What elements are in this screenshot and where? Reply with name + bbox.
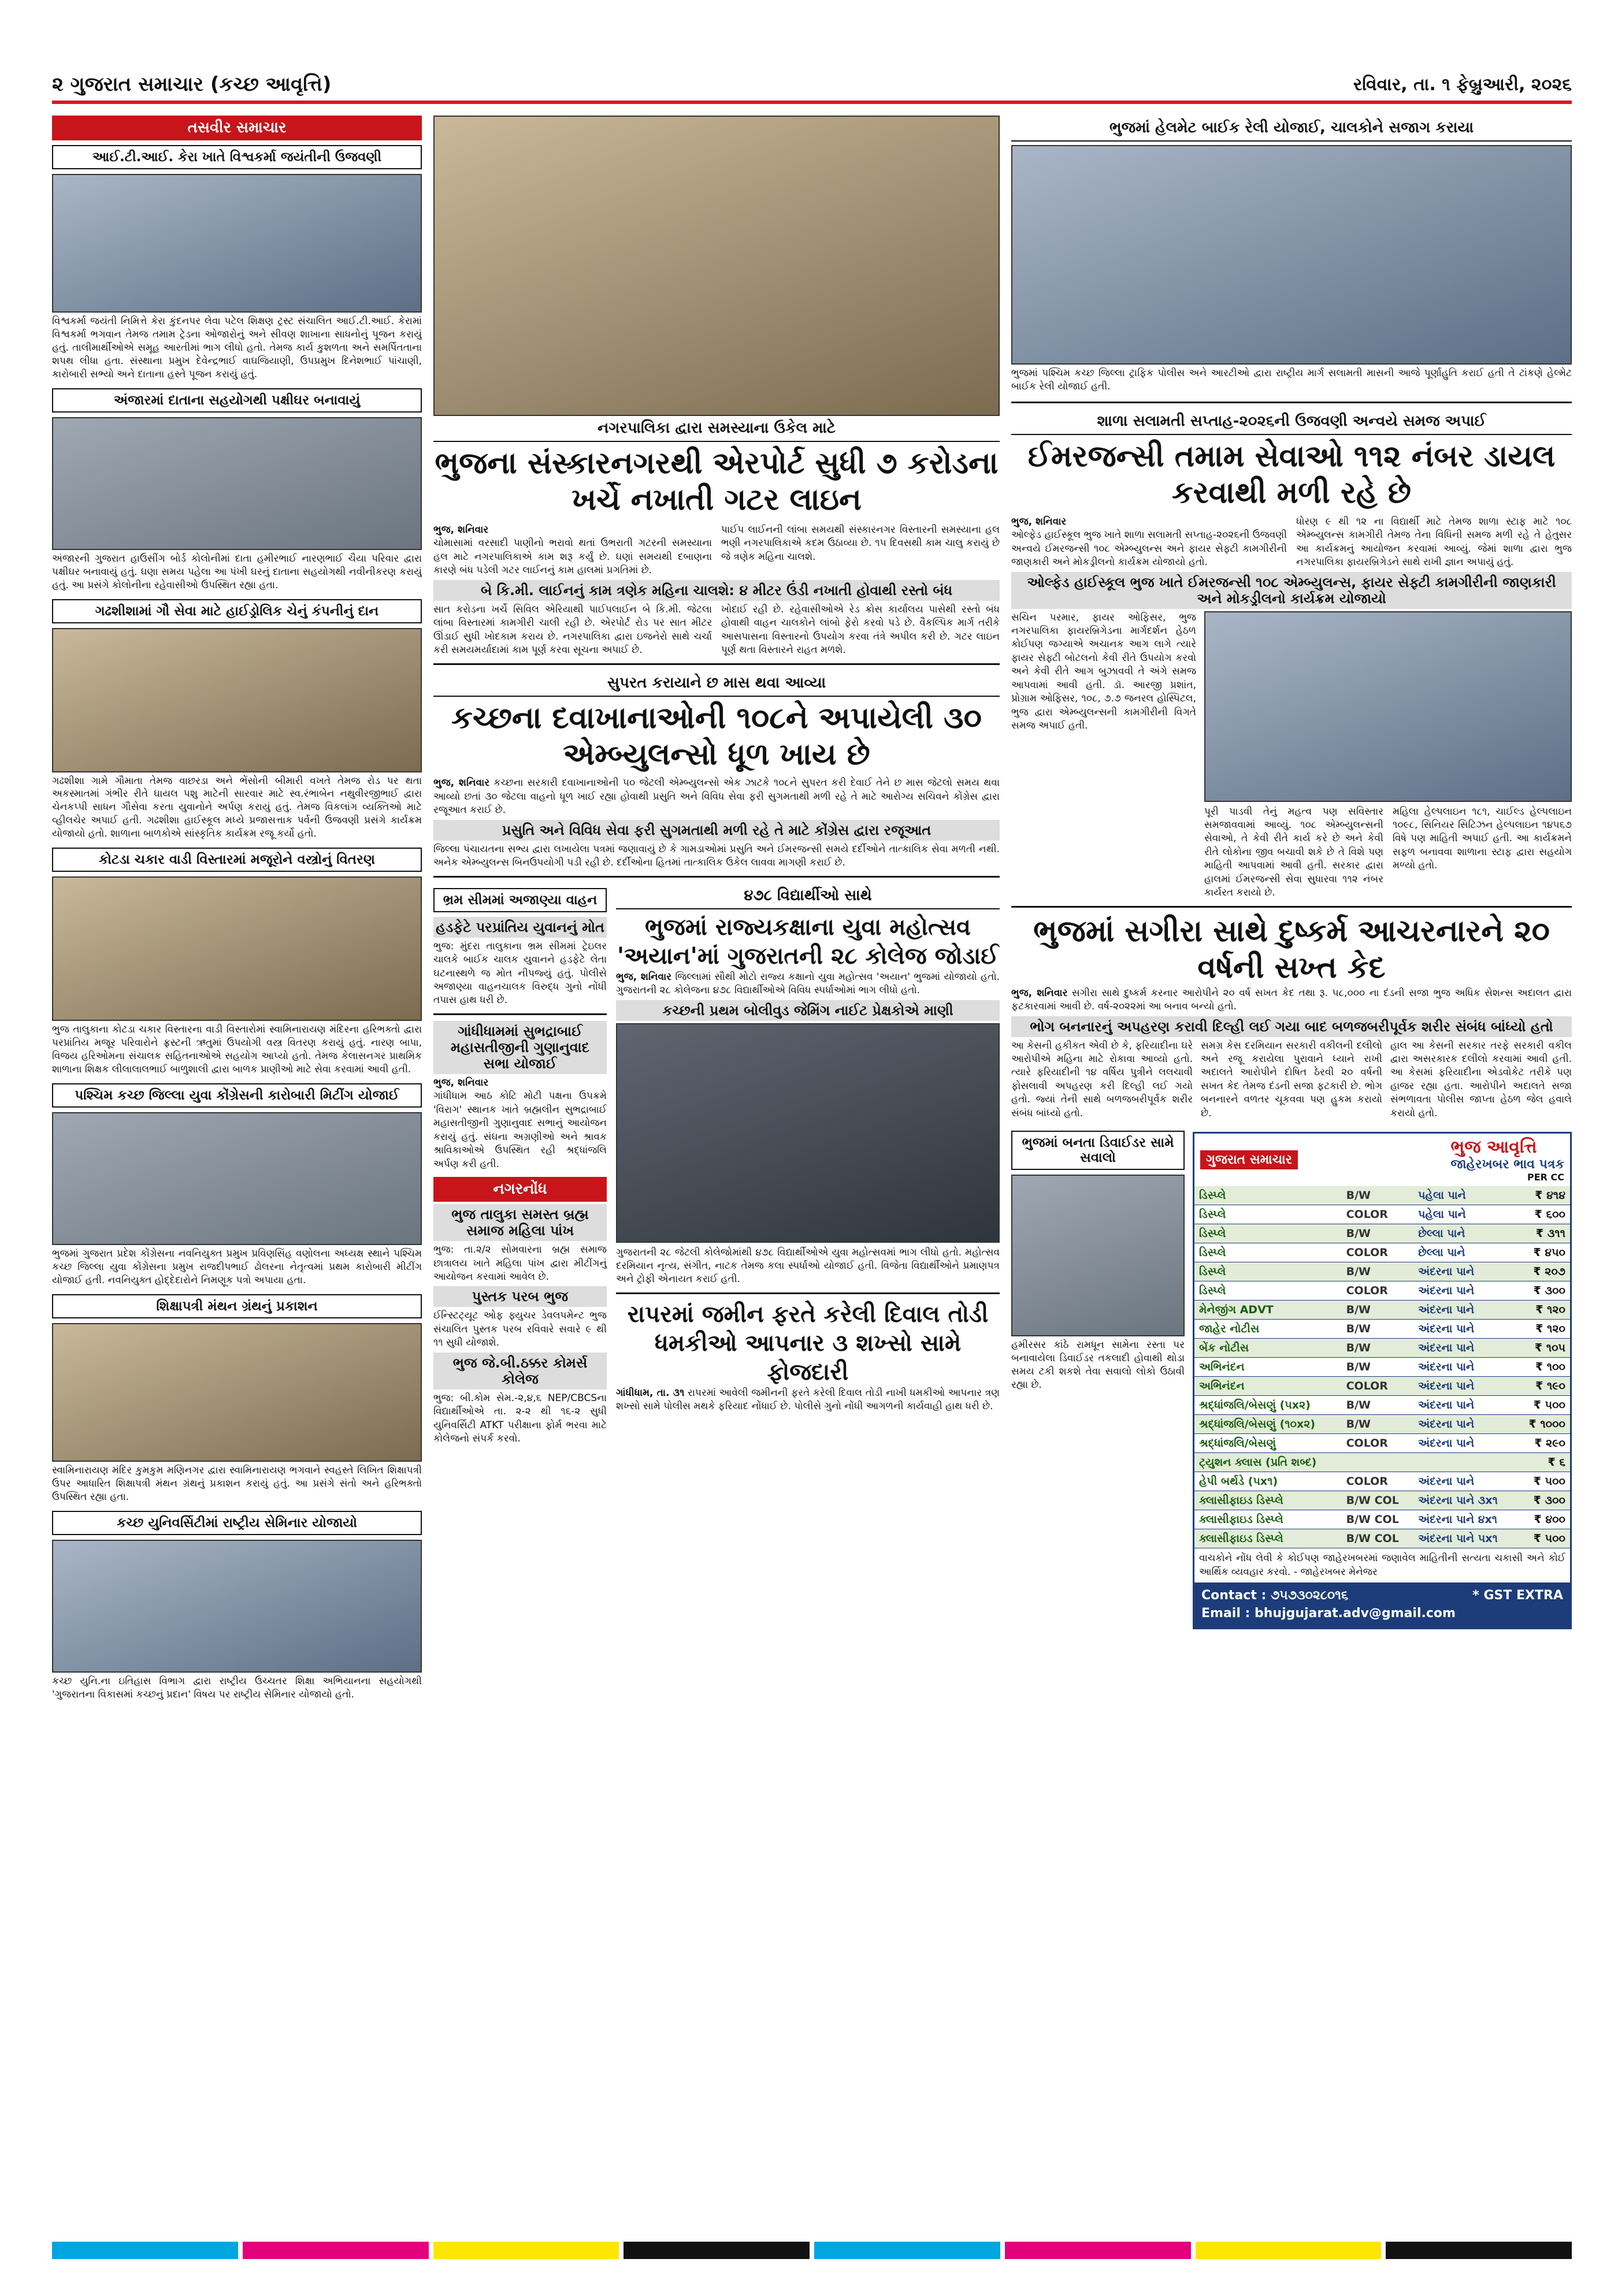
rate-page: [1413, 1453, 1517, 1472]
story-body: રાપરમાં આવેલી જમીનની ફરતે કરેલી દિવાલ તોડી નાખી ધમકીઓ આપનાર ત્રણ શખ્સો સામે પોલીસ મથકે ફરિયાદ નોંધાઈ છે. પોલીસે ગુનો નોંધી આગળની કાર્યવાહી હાથ ધરી છે.: [616, 1387, 1000, 1413]
rate-row: [1194, 1243, 1570, 1262]
story-body: ચોમાસામાં વરસાદી પાણીનો ભરાવો થતાં ઉભરાતી ગટરની સમસ્યાના હલ માટે નગરપાલિકાએ કામ શરૂ કર્યું છે. ઘણાં સમયથી દબાણના કારણે બંધ પડેલી ગટર લાઈનનું કામ હાલમાં પ્રગતિમાં છે.: [433, 537, 712, 577]
ad-rate-card: [1193, 1132, 1572, 1629]
rate-page: અંદરના પાને: [1413, 1281, 1517, 1301]
rate-type: હેપી બર્થડે (૫x૧): [1194, 1472, 1342, 1491]
rate-page: અંદરના પાને: [1413, 1320, 1517, 1339]
story-body: સમગ્ર કેસ દરમિયાન સરકારી વકીલની દલીલો અને રજૂ કરાયેલા પુરાવાને ધ્યાને રાખી અદાલતે આરોપીને દોષિત ઠેરવી ૨૦ વર્ષની સખત કેદ તેમજ દંડની સજા ફટકારી છે. ભોગ બનનારને વળતર ચૂકવવા પણ હુકમ કરાયો છે.: [1201, 1039, 1382, 1119]
rate-color: B/W: [1342, 1339, 1413, 1358]
rate-row: [1194, 1453, 1570, 1472]
ad-contact: Contact : ૭૫૭૩૦૨૮૦૧૬: [1201, 1588, 1349, 1603]
ad-contact-block: [1194, 1582, 1570, 1628]
rate-price: ₹ ૬૦૦: [1517, 1205, 1570, 1224]
rate-row: [1194, 1396, 1570, 1415]
rate-table: [1194, 1186, 1570, 1548]
story-body: આ કેસની હકીકત એવી છે કે, ફરિયાદીના ઘરે આરોપીએ મહિના માટે રોકાવા આવ્યો હતો. ત્યારે ફરિયાદીની ૧૪ વર્ષિય પુત્રીને લલચાવી ફોસલાવી અપહરણ કરી દિલ્હી લઈ ગયો હતો. જ્યાં તેની સાથે બળજબરીપૂર્વક શરીર સંબંધ બાંધ્યો હતો.: [1011, 1039, 1193, 1119]
rate-price: ₹ ૫૦૦: [1517, 1472, 1570, 1491]
photo-gau-seva: [52, 628, 422, 772]
photo-kutch-university: [52, 1540, 422, 1673]
story-body: જિલ્લામાં સૌથી મોટો રાજ્ય કક્ષાનો યુવા મહોત્સવ 'અયાન' ભુજમાં યોજાયો હતો. ગુજરાતની ૨૮ કોલેજના ૪૭૮ વિદ્યાર્થીઓએ વિવિધ સ્પર્ધાઓમાં ભાગ લીધો હતો.: [616, 971, 1000, 997]
story-body: હાલ આ કેસની સરકાર તરફે સરકારી વકીલ દ્વારા અસરકારક દલીલો કરવામાં આવી હતી. આ કેસમાં ફરિયાદીના એડવોકેટ તરીકે પણ હાજર રહ્યા હતા. આરોપીને અદાલતે સજા સંભળાવતા પોલીસ જાપ્તા હેઠળ જેલ હવાલે કરાયો હતો.: [1390, 1039, 1572, 1119]
rate-type: ક્લાસીફાઇડ ડિસ્પ્લે: [1194, 1510, 1342, 1529]
rate-page: અંદરના પાને ૪x૧: [1413, 1510, 1517, 1529]
story-body: સગીરા સાથે દુષ્કર્મ કરનાર આરોપીને ૨૦ વર્ષ સખત કેદ તથા રૂ. ૫૮,૦૦૦ ના દંડની સજા ભુજ અધિક સેશન્સ અદાલત દ્વારા ફટકારવામાં આવી છે. વર્ષ-૨૦૨૨માં આ બનાવ બન્યો હતો.: [1011, 987, 1572, 1013]
rate-row: [1194, 1491, 1570, 1510]
header-date: રવિવાર, તા. ૧ ફેબ્રુઆરી, ૨૦૨૬: [1353, 74, 1572, 95]
item-title: કચ્છ યુનિવર્સિટીમાં રાષ્ટ્રીય સેમિનાર યોજાયો: [52, 1511, 422, 1535]
rate-color: B/W: [1342, 1415, 1413, 1434]
rate-type: ક્લાસીફાઇડ ડિસ્પ્લે: [1194, 1529, 1342, 1548]
rate-color: COLOR: [1342, 1434, 1413, 1453]
rate-page: અંદરના પાને ૩x૧: [1413, 1491, 1517, 1510]
story-subhead: ભોગ બનનારનું અપહરણ કરાવી દિલ્હી લઈ ગયા બાદ બળજબરીપૂર્વક શરીર સંબંધ બાંધ્યો હતો: [1011, 1016, 1572, 1037]
story-subhead: ઓલ્ફેડ હાઈસ્કૂલ ભુજ ખાતે ઈમરજન્સી ૧૦૮ એમ્બ્યુલન્સ, ફાયર સેફ્ટી કામગીરીની જાણકારી અને મોકડ્રીલનો કાર્યક્રમ યોજાયો: [1011, 572, 1572, 609]
rate-page: અંદરના પાને: [1413, 1396, 1517, 1415]
story-body: પાઈપ લાઈનની લાંબા સમયથી સંસ્કારનગર વિસ્તારની સમસ્યાના હલ ભણી નગરપાલિકાએ કદમ ઉઠાવ્યા છે. ૧૫ દિવસથી કામ ચાલુ કરાયું છે જે ત્રણેક મહિના ચાલશે.: [721, 523, 1000, 563]
rate-type: ડિસ્પ્લે: [1194, 1243, 1342, 1262]
photo-youth-festival: [616, 1023, 1000, 1243]
rate-price: ₹ ૧૨૦: [1517, 1301, 1570, 1320]
item-title: પશ્ચિમ કચ્છ જિલ્લા યુવા કોંગ્રેસની કારોબારી મિટીંગ યોજાઈ: [52, 1083, 422, 1108]
rate-type: શ્રદ્ધાંજલિ/બેસણું: [1194, 1434, 1342, 1453]
rate-row: [1194, 1434, 1570, 1453]
photo-congress-meeting: [52, 1112, 422, 1245]
rate-type: ડિસ્પ્લે: [1194, 1205, 1342, 1224]
rate-color: COLOR: [1342, 1205, 1413, 1224]
story-subhead: બે કિ.મી. લાઈનનું કામ ત્રણેક મહિના ચાલશે: ૪ મીટર ઉંડી નખાતી હોવાથી રસ્તો બંધ: [433, 580, 1000, 601]
rate-type: મેનેજીંગ ADVT: [1194, 1301, 1342, 1320]
swatch-black: [624, 2242, 810, 2259]
story-body: સચિન પરમાર, ફાયર ઓફિસર, ભુજ નગરપાલિકા ફાયરબ્રિગેડના માર્ગદર્શન હેઠળ કોઈપણ જગ્યાએ અચાનક આગ લાગે ત્યારે ફાયર સેફ્ટી બોટલનો કેવી રીતે ઉપયોગ કરવો અને કેવી રીતે આગ બુઝાવવી તે અંગે સમજ આપવામાં આવી હતી. ડૉ. આરજી પ્રશાંત, પ્રોગ્રામ ઓફિસર, ૧૦૮, ૭.૭ જનરલ હોસ્પિટલ, ભુજ દ્વારા એમ્બ્યુલન્સની કામગીરીની વિગતે સમજ અપાઈ હતી.: [1011, 611, 1196, 732]
brief-subtitle: હડફેટે પરપ્રાંતિય યુવાનનું મોત: [433, 917, 607, 938]
header-left: ૨ ગુજરાત સમાચાર (કચ્છ આવૃત્તિ): [52, 73, 332, 96]
rate-type: અભિનંદન: [1194, 1377, 1342, 1396]
rate-type: ડિસ્પ્લે: [1194, 1186, 1342, 1205]
photo-gutter-excavation: [433, 116, 1000, 416]
rate-page: અંદરના પાને: [1413, 1262, 1517, 1281]
story-body: ઓલ્ફેડ હાઈસ્કૂલ ભુજ ખાતે શાળા સલામતી સપ્તાહ-૨૦૨૬ની ઉજવણી અન્વયે ઈમરજન્સી ૧૦૮ એમ્બ્યુલન્સ અને ફાયર સેફ્ટી કામગીરીની જાણકારી અને મોકડ્રીલનો કાર્યક્રમ યોજાયો હતો.: [1011, 529, 1287, 569]
item-caption: ભુજમાં ગુજરાત પ્રદેશ કોંગ્રેસના નવનિયુક્ત પ્રમુખ પ્રવિણસિંહ વણોલના અધ્યક્ષ સ્થાને પશ્ચિમ કચ્છ જિલ્લા યુવા કોંગ્રેસના પ્રમુખ રાજદીપભાઈ ઢોલરના નેતૃત્વમાં પ્રથમ કારોબારી મીટીંગ યોજાઈ હતી. નવનિયુક્ત હોદ્દેદારોને નિમણૂક પત્રો અપાયા હતા.: [52, 1247, 422, 1286]
headline-gutter: ભુજના સંસ્કારનગરથી એરપોર્ટ સુધી ૭ કરોડના ખર્ચે નખાતી ગટર લાઇન: [435, 446, 999, 518]
rate-row: [1194, 1415, 1570, 1434]
ad-per-unit: PER CC: [1527, 1172, 1564, 1183]
rate-color: B/W COL: [1342, 1491, 1413, 1510]
rate-row: [1194, 1320, 1570, 1339]
section-title: તસવીર સમાચાર: [52, 116, 422, 140]
headline-ambulance: કચ્છના દવાખાનાઓની ૧૦૮ને અપાયેલી ૩૦ એમ્બ્યુલન્સો ધૂળ ખાય છે: [451, 700, 982, 772]
story-body: ખોદાઈ રહી છે. રહેવાસીઓએ રેડ ક્રોસ કાર્યાલય પાસેથી રસ્તો બંધ હોવાથી વાહન ચાલકોને લાંબો ફેરો કરવો પડે છે. વૈકલ્પિક માર્ગ તરીકે આસપાસના વિસ્તારનો ઉપયોગ કરવા તંત્રે અપીલ કરી છે. ગટર લાઇન પૂર્ણ થતા વિસ્તારને રાહત મળશે.: [721, 603, 1000, 656]
rate-row: [1194, 1377, 1570, 1396]
rate-color: B/W: [1342, 1301, 1413, 1320]
story-kicker: ૪૭૮ વિદ્યાર્થીઓ સાથે: [616, 883, 1000, 909]
swatch-magenta: [1005, 2242, 1191, 2259]
photo-caption: ભુજમાં પશ્ચિમ કચ્છ જિલ્લા ટ્રાફિક પોલીસ અને આરટીઓ દ્વારા રાષ્ટ્રીય માર્ગ સલામતી માસની આજે પૂર્ણાહુતિ કરાઈ હતી તે ટાંકણે હેલ્મેટ બાઈક રેલી યોજાઈ હતી.: [1011, 367, 1572, 392]
newspaper-logo: ગુજરાત સમાચાર: [1200, 1150, 1298, 1169]
rate-color: COLOR: [1342, 1243, 1413, 1262]
rate-type: ડિસ્પ્લે: [1194, 1262, 1342, 1281]
rate-type: ડિસ્પ્લે: [1194, 1224, 1342, 1243]
rate-row: [1194, 1281, 1570, 1301]
headline-youth-festival: ભુજમાં રાજ્યકક્ષાના યુવા મહોત્સવ 'અયાન'માં ગુજરાતની ૨૮ કોલેજ જોડાઈ: [617, 913, 999, 969]
notice-title: ભુજ જે.બી.ઠક્કર કોમર્સ કોલેજ: [433, 1353, 607, 1390]
rate-price: ₹ ૩૦૦: [1517, 1281, 1570, 1301]
ad-email: Email : bhujgujarat.adv@gmail.com: [1201, 1606, 1456, 1621]
rate-color: B/W: [1342, 1358, 1413, 1377]
headline-emergency-112: ઈમરજન્સી તમામ સેવાઓ ૧૧૨ નંબર ડાયલ કરવાથી મળી રહે છે: [1027, 439, 1556, 511]
rate-type: અભિનંદન: [1194, 1358, 1342, 1377]
rate-page: છેલ્લા પાને: [1413, 1224, 1517, 1243]
rate-price: ₹ ૩૦૦: [1517, 1491, 1570, 1510]
photo-helmet-rally: [1011, 145, 1572, 365]
rate-row: [1194, 1529, 1570, 1548]
rate-page: અંદરના પાને ૫x૧: [1413, 1529, 1517, 1548]
rate-row: [1194, 1339, 1570, 1358]
rate-type: ક્લાસીફાઇડ ડિસ્પ્લે: [1194, 1491, 1342, 1510]
story-subhead: કચ્છની પ્રથમ બોલીવુડ જેમિંગ નાઈટ પ્રેક્ષકોએ માણી: [616, 1000, 1000, 1021]
dateline: ભુજ, શનિવાર: [433, 777, 490, 789]
notice-title: પુસ્તક પરબ ભુજ: [433, 1286, 607, 1307]
swatch-yellow: [1196, 2242, 1382, 2259]
rate-price: ₹ ૨૦૭: [1517, 1262, 1570, 1281]
photo-iti-kera: [52, 174, 422, 313]
rate-color: COLOR: [1342, 1281, 1413, 1301]
ad-gst: * GST EXTRA: [1472, 1588, 1563, 1603]
dateline: ભુજ, શનિવાર: [1011, 515, 1067, 527]
swatch-black: [1386, 2242, 1572, 2259]
photo-shikshapatri: [52, 1323, 422, 1462]
rate-price: ₹ ૩૧૧: [1517, 1224, 1570, 1243]
rate-page: છેલ્લા પાને: [1413, 1243, 1517, 1262]
rate-type: શ્રદ્ધાંજલિ/બેસણું (૧૦x૨): [1194, 1415, 1342, 1434]
notice-title: ભુજ તાલુકા સમસ્ત બ્રહ્મ સમાજ મહિલા પાંખ: [433, 1204, 607, 1241]
rate-color: B/W COL: [1342, 1529, 1413, 1548]
story-body: કચ્છના સરકારી દવાખાનાઓની ૫૦ જેટલી એમ્બ્યુલન્સો એક ઝાટકે ૧૦૮ને સુપરત કરી દેવાઈ તેને છ માસ જેટલો સમય થવા આવ્યો છતાં ૩૦ જેટલા વાહનો ધૂળ ખાઈ રહ્યા હોવાથી પ્રસુતિ અને વિવિધ સેવા ફરી સુગમતાથી મળી રહે તે માટે આરોગ્ય સચિવને કોંગ્રેસ દ્વારા રજૂઆત કરાઈ છે.: [433, 777, 1000, 816]
brief-body: ભુજ: મુંદરા તાલુકાના ભ્રમ સીમમાં ટ્રેઇલર ચાલકે બાઈક ચાલક યુવાનને હડફેટે લેતા ઘટનાસ્થળે જ મોત નીપજ્યું હતું. પોલીસે અજાણ્યા વાહનચાલક વિરુદ્ધ ગુનો નોંધી તપાસ હાથ ધરી છે.: [433, 940, 607, 1006]
brief-title: ભ્રમ સીમમાં અજાણ્યા વાહન: [433, 888, 607, 912]
headline-court-verdict: ભુજમાં સગીરા સાથે દુષ્કર્મ આચરનારને ૨૦ વર્ષની સખ્ત કેદ: [1033, 913, 1550, 986]
dateline: ભુજ, શનિવાર: [616, 971, 672, 983]
rate-color: COLOR: [1342, 1472, 1413, 1491]
photo-school-safety: [1204, 611, 1572, 802]
photo-divider: [1011, 1175, 1185, 1336]
rate-price: ₹ ૪૧૪: [1517, 1186, 1570, 1205]
ad-edition: ભુજ આવૃત્તિ: [1450, 1137, 1537, 1158]
rate-price: ₹ ૫૦૦: [1517, 1529, 1570, 1548]
rate-price: ₹ ૪૦૦: [1517, 1510, 1570, 1529]
page-header: [52, 68, 1572, 104]
rate-page: અંદરના પાને: [1413, 1472, 1517, 1491]
item-caption: અંજારની ગુજરાત હાઉસીંગ બોર્ડ કોલોનીમાં દાતા હમીરભાઈ નારણભાઈ ચૈયા પરિવાર દ્વારા પક્ષીઘર બનાવાયું હતું. ઘણા સમય પહેલા આ પંખી ઘરનું દાતાના સહયોગથી નવીનીકરણ કરાયું હતું. આ પ્રસંગે કોલોનીના રહેવાસીઓ ઉપસ્થિત રહ્યા હતા.: [52, 552, 422, 591]
rate-price: ₹ ૧૨૦: [1517, 1320, 1570, 1339]
rate-color: [1342, 1453, 1413, 1472]
rate-row: [1194, 1186, 1570, 1205]
rate-color: B/W: [1342, 1262, 1413, 1281]
item-title: શિક્ષાપત્રી મંથન ગ્રંથનું પ્રકાશન: [52, 1294, 422, 1318]
rate-price: ₹ ૫૦૦: [1517, 1396, 1570, 1415]
item-caption: વિશ્વકર્મા જયંતી નિમિત્તે કેરા કુંદનપર લેવા પટેલ શિક્ષણ ટ્રસ્ટ સંચાલિત આઈ.ટી.આઈ. કેરામાં વિશ્વકર્મા ભગવાન તેમજ તમામ ટ્રેડના ઓજારોનું અને સીવણ શાખાના સાધનોનું પૂજન કરાયું હતું. તાલીમાર્થીઓએ સમૂહ આરતીમાં ભાગ લીધો હતો. તેમજ કાર્ય કુશળતા અને સમર્પિતતાના શપથ લીધા હતા. સંસ્થાના પ્રમુખ દેવેન્દ્રભાઈ વાઘજિયાણી, ઉપપ્રમુખ દિનેશભાઈ પાંચાણી, કારોબારી સભ્યો અને દાતાના હસ્તે પૂજન કરાયું હતું.: [52, 315, 422, 380]
item-title: અંજારમાં દાતાના સહયોગથી પક્ષીઘર બનાવાયું: [52, 388, 422, 413]
rate-page: અંદરના પાને: [1413, 1301, 1517, 1320]
swatch-magenta: [243, 2242, 429, 2259]
story-kicker: નગરપાલિકા દ્વારા સમસ્યાના ઉકેલ માટે: [433, 416, 1000, 442]
dateline: ભુજ, શનિવાર: [433, 523, 489, 536]
rate-type: ટ્યુશન ક્લાસ (પ્રતિ શબ્દ): [1194, 1453, 1342, 1472]
rate-row: [1194, 1358, 1570, 1377]
dateline: ભુજ, શનિવાર: [1011, 987, 1068, 999]
story-kicker: સુપરત કરાયાને છ માસ થવા આવ્યા: [433, 671, 1000, 697]
item-caption: ગઢશીશા ગામે ગૌમાતા તેમજ વાછરડા અને ભેંસોની બીમારી વખતે તેમજ રોડ પર થતા અકસ્માતમાં ગંભીર રીતે ઘાયલ પશુ માટેની સારવાર માટે સ્વ.રંભાબેન નથુવીરજીભાઈ દ્વારા ચેનકપ્પી સાધન ગૌસેવા કરતા યુવાનોને અર્પણ કરાયું હતું. તેમજ વિકલાંગ વ્યક્તિઓ માટે વ્હીલચેર અપાઈ હતી. ગઢશીશા હાઈસ્કૂલ મધ્યે પ્રજાસત્તાક પર્વની ઉજવણી પ્રસંગે કાર્યક્રમ યોજાયો હતો. શાળાના બાળકોએ સાંસ્કૃતિક કાર્યક્રમ રજૂ કર્યો હતો.: [52, 775, 422, 840]
rate-page: પહેલા પાને: [1413, 1186, 1517, 1205]
rate-price: ₹ ૧૦૫: [1517, 1339, 1570, 1358]
story-title: ભુજમાં હેલમેટ બાઈક રેલી યોજાઈ, ચાલકોને સજાગ કરાયા: [1011, 116, 1572, 142]
nagarnondh-title: નગરનોંધ: [433, 1177, 607, 1202]
rate-color: B/W: [1342, 1186, 1413, 1205]
dateline: ભુજ, શનિવાર: [433, 1076, 489, 1088]
item-caption: ભુજ તાલુકાના કોટડા ચકાર વિસ્તારના વાડી વિસ્તારોમાં સ્વામિનારાયણ મંદિરના હરિભક્તો દ્વારા પરપ્રાંતિય મજૂર પરિવારોને ફ્રસ્ટની ઋતુમાં ઉપયોગી વસ્ત્ર વિતરણ કરાયું હતું. નારણ બાપા, વિજય હરિઓમના સંચાલક સહિતનાઓએ સહયોગ આપ્યો હતો. તેમજ કેલાસનગર પ્રાથમિક શાળાના શિક્ષક લીલાલાલભાઈ બાળુશાલી દ્વારા બાળક પ્રાણીઓ માટે સેવા કરવામાં આવી હતી.: [52, 1024, 422, 1075]
item-caption: કચ્છ યુનિ.ના ઇતિહાસ વિભાગ દ્વારા રાષ્ટ્રીય ઉચ્ચતર શિક્ષા અભિયાનના સહયોગથી 'ગુજરાતના વિકાસમાં કચ્છનું પ્રદાન' વિષય પર રાષ્ટ્રીય સેમિનાર યોજાયો હતો.: [52, 1675, 422, 1700]
dateline: ગાંધીધામ, તા. ૩૧: [616, 1387, 685, 1399]
brief-title: ગાંધીધામમાં સુભદ્રાબાઈ મહાસતીજીની ગુણાનુવાદ સભા યોજાઈ: [433, 1021, 607, 1074]
rate-price: ₹ ૪૫૦: [1517, 1243, 1570, 1262]
column-photo-news: [52, 116, 422, 2236]
item-caption: સ્વામિનારાયણ મંદિર કુમકુમ મણિનગર દ્વારા સ્વામિનારાયણ ભગવાને સ્વહસ્તે લિખિત શિક્ષાપત્રી ઉપર આધારિત શિક્ષાપત્રી મંથન ગ્રંથનું પ્રકાશન કરાયું હતું. આ પ્રસંગે સંતો અને હરિભક્તો ઉપસ્થિત રહ્યા હતા.: [52, 1464, 422, 1503]
rate-page: અંદરના પાને: [1413, 1415, 1517, 1434]
photo-kotda-chakar: [52, 876, 422, 1021]
rate-color: B/W COL: [1342, 1510, 1413, 1529]
rate-row: [1194, 1510, 1570, 1529]
rate-type: શ્રદ્ધાંજલિ/બેસણું (૫x૨): [1194, 1396, 1342, 1415]
rate-price: ₹ ૧૦૦: [1517, 1358, 1570, 1377]
photo-title: ભુજમાં બનતા ડિવાઈડર સામે સવાલો: [1011, 1131, 1185, 1170]
swatch-cyan: [52, 2242, 238, 2259]
headline-rapar: રાપરમાં જમીન ફરતે કરેલી દિવાલ તોડી ધમકીઓ આપનાર ૩ શખ્સો સામે ફોજદારી: [627, 1301, 989, 1385]
swatch-yellow: [433, 2242, 619, 2259]
ad-note: વાચકોને નોંધ લેવી કે કોઈપણ જાહેરખબરમાં જણાવેલ માહિતીની સત્યતા ચકાસી અને કોઈ આર્થિક વ્યવહાર કરવો. - જાહેરખબર મેનેજર: [1199, 1552, 1565, 1578]
rate-type: બેંક નોટીસ: [1194, 1339, 1342, 1358]
notice-body: ભુજ: તા.૨/૨ સોમવારના બ્રહ્મ સમાજ છાત્રાલય ખાતે મહિલા પાંખ દ્વારા મીટીંગનું આયોજન કરવામાં આવેલ છે.: [433, 1244, 607, 1283]
rate-type: જાહેર નોટીસ: [1194, 1320, 1342, 1339]
story-body: ધોરણ ૯ થી ૧૨ ના વિદ્યાર્થી માટે તેમજ શાળા સ્ટાફ માટે ૧૦૮ એમ્બ્યુલન્સ કામગીરી તેમજ તેના વિધિની સમજ મળી રહે તે હેતુસર આ કાર્યક્રમનું આયોજન કરવામાં આવ્યું. જેમાં શાળા દ્વારા ભુજ નગરપાલિકા ફાયરબ્રિગેડને સાથે રાખી જ્ઞાન અપાયું હતું.: [1296, 515, 1572, 569]
rate-price: ₹ ૬: [1517, 1453, 1570, 1472]
photo-caption: હમીરસર કાંઠે રામધૂન સામેના રસ્તા પર બનાવાયેલા ડિવાઈડર તકલાદી હોવાથી થોડા સમય ટકી શકશે તેવા સવાલો લોકો ઉઠાવી રહ્યા છે.: [1011, 1339, 1185, 1391]
story-body: સાત કરોડના ખર્ચે સિવિલ એરિયાથી પાઈપલાઈન બે કિ.મી. જેટલા લાંબા વિસ્તારમાં કામગીરી ચાલી રહી છે. એરપોર્ટ રોડ પર સાત મીટર ઊંડાઈ સુધી ખોદકામ કરાય છે. નગરપાલિકા દ્વારા ઇજનેરો સાથે ચર્ચા કરી સમયમર્યાદામાં કામ પૂર્ણ કરવા સૂચના અપાઈ છે.: [433, 603, 712, 656]
rate-color: COLOR: [1342, 1377, 1413, 1396]
rate-page: અંદરના પાને: [1413, 1377, 1517, 1396]
swatch-cyan: [814, 2242, 1000, 2259]
rate-row: [1194, 1262, 1570, 1281]
rate-price: ₹ ૧૯૦: [1517, 1377, 1570, 1396]
rate-color: B/W: [1342, 1224, 1413, 1243]
rate-type: ડિસ્પ્લે: [1194, 1281, 1342, 1301]
story-body: મહિલા હેલ્પલાઇન ૧૮૧, ચાઈલ્ડ હેલ્પલાઇન ૧૦૯૮, સિનિયર સિટિઝન હેલ્પલાઇન ૧૪૫૬૭ વિષે પણ માહિતી અપાઈ હતી. આ કાર્યક્રમને સફળ બનાવવા શાળાના સ્ટાફ દ્વારા સહયોગ મળ્યો હતો.: [1393, 805, 1572, 872]
item-title: આઈ.ટી.આઈ. કેરા ખાતે વિશ્વકર્મા જયંતીની ઉજવણી: [52, 145, 422, 169]
rate-color: B/W: [1342, 1320, 1413, 1339]
story-body: ગુજરાતની ૨૮ જેટલી કોલેજોમાંથી ૪૭૮ વિદ્યાર્થીઓએ યુવા મહોત્સવમાં ભાગ લીધો હતો. મહોત્સવ દરમિયાન નૃત્ય, સંગીત, નાટક તેમજ કલા સ્પર્ધાઓ યોજાઈ હતી. વિજેતા વિદ્યાર્થીઓને પ્રમાણપત્ર અને ટ્રોફી એનાયત કરાઈ હતી.: [616, 1246, 1000, 1286]
story-subhead: પ્રસુતિ અને વિવિધ સેવા ફરી સુગમતાથી મળી રહે તે માટે કોંગ્રેસ દ્વારા રજૂઆત: [433, 820, 1000, 841]
story-body: પૂરી પાડવી તેનું મહત્વ પણ સવિસ્તાર સમજાવવામાં આવ્યું. ૧૦૮ એમ્બ્યુલન્સની સેવાઓ, તે કેવી રીતે કાર્ય કરે છે અને કેવી રીતે લોકોના જીવ બચાવી શકે છે તે વિશે પણ માહિતી આપવામાં આવી હતી. સરકાર દ્વારા હાલમાં ઈમરજન્સી સેવા સુધારવા ૧૧૨ નંબર કાર્યરત કરાયો છે.: [1204, 805, 1383, 899]
column-right: [1011, 116, 1572, 2236]
color-registration-bar: [52, 2242, 1572, 2265]
notice-body: ભુજ: બી.કોમ સેમ.-૨,૪,૬ NEP/CBCSના વિદ્યાર્થીઓએ તા. ૨-૨ થી ૧૬-૨ સુધી યુનિવર્સિટી ATKT પરીક્ષાના ફોર્મ ભરવા માટે કોલેજનો સંપર્ક કરવો.: [433, 1392, 607, 1445]
rate-page: અંદરના પાને: [1413, 1339, 1517, 1358]
rate-color: B/W: [1342, 1396, 1413, 1415]
rate-row: [1194, 1205, 1570, 1224]
item-title: ગઢશીશામાં ગૌ સેવા માટે હાઈડ્રોલિક ચેનું કંપનીનું દાન: [52, 599, 422, 623]
rate-row: [1194, 1301, 1570, 1320]
ad-subtitle: જાહેરખબર ભાવ પત્રક: [1450, 1157, 1564, 1172]
rate-page: અંદરના પાને: [1413, 1358, 1517, 1377]
column-main-news: [433, 116, 1000, 2236]
rate-price: ₹ ૨૯૦: [1517, 1434, 1570, 1453]
photo-pakshighar: [52, 417, 422, 550]
notice-body: ઈન્સ્ટિટ્યૂટ ઓફ ફ્યુચર ડેવલપમેન્ટ ભુજ સંચાલિત પુસ્તક પરબ રવિવારે સવારે ૯ થી ૧૧ સુધી યોજાશે.: [433, 1310, 607, 1349]
rate-page: અંદરના પાને: [1413, 1434, 1517, 1453]
rate-row: [1194, 1472, 1570, 1491]
brief-body: ગાંધીધામ આઠ કોટિ મોટી પક્ષના ઉપક્રમે 'વિરાગ' સ્થાનક ખાતે બ્રહ્મલીન સુભદ્રાબાઈ મહાસતીજીની ગુણાનુવાદ સભાનું આયોજન કરાયું હતું. સંઘના અગ્રણીઓ અને શ્રાવક શ્રાવિકાઓએ ઉપસ્થિત રહી શ્રદ્ધાંજલિ અર્પણ કરી હતી.: [433, 1090, 607, 1170]
rate-row: [1194, 1224, 1570, 1243]
rate-page: પહેલા પાને: [1413, 1205, 1517, 1224]
rate-price: ₹ ૧૦૦૦: [1517, 1415, 1570, 1434]
story-kicker: શાળા સલામતી સપ્તાહ-૨૦૨૬ની ઉજવણી અન્વયે સમજ અપાઈ: [1011, 409, 1572, 435]
item-title: કોટડા ચકાર વાડી વિસ્તારમાં મજૂરોને વસ્ત્રોનું વિતરણ: [52, 848, 422, 872]
story-body: જિલ્લા પંચાયતના સભ્ય દ્વારા લખાયેલા પત્રમાં જણાવાયું છે કે ગામડાઓમાં પ્રસુતિ અને ઈમરજન્સી સમયે દર્દીઓને તાત્કાલિક સેવા મળતી નથી. અનેક એમ્બ્યુલન્સ બિનઉપયોગી પડી રહી છે. દર્દીઓના હિતમાં તાત્કાલિક ઉકેલ લાવવા માગણી કરાઈ છે.: [433, 843, 1000, 869]
